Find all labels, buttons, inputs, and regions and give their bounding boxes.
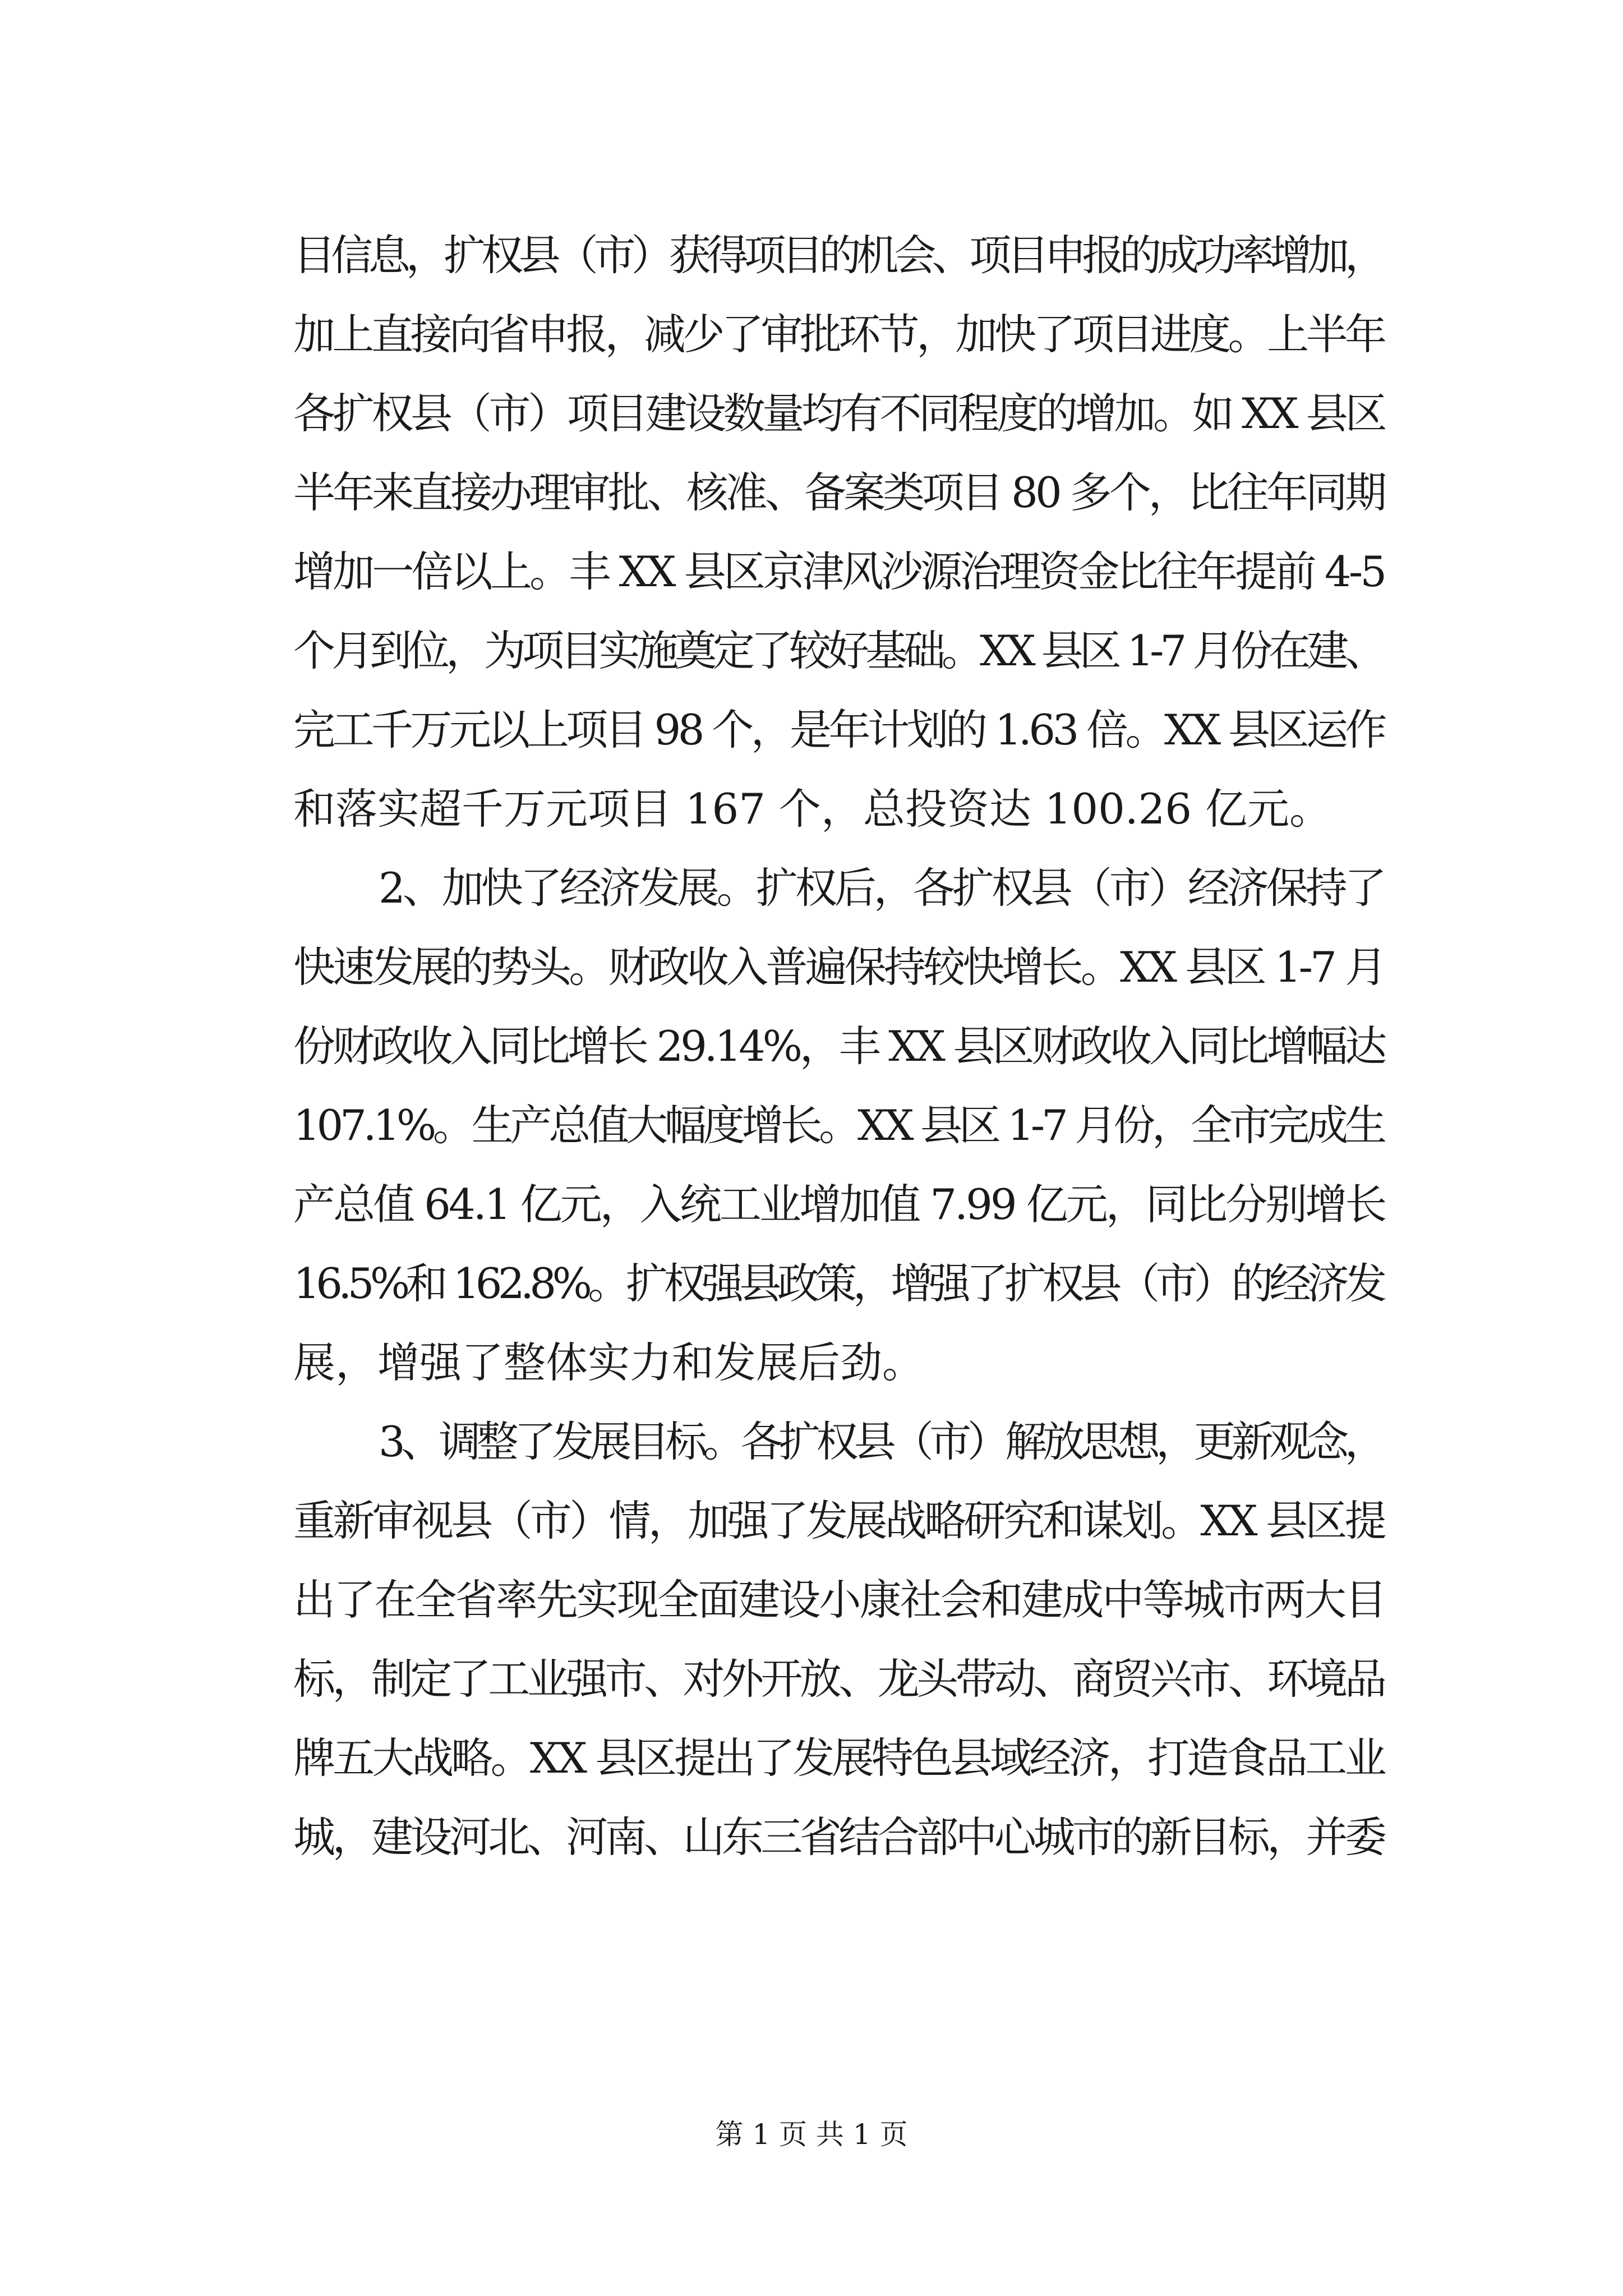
- text-line: 目信息，扩权县（市）获得项目的机会、项目申报的成功率增加，: [293, 231, 1382, 280]
- text-line: 2、加快了经济发展。扩权后，各扩权县（市）经济保持了: [379, 863, 1384, 913]
- text-line: 份财政收入同比增长 29.14%，丰 XX 县区财政收入同比增幅达: [293, 1022, 1385, 1071]
- page-footer: 第 1 页 共 1 页: [715, 2118, 908, 2151]
- text-line: 各扩权县（市）项目建设数量均有不同程度的增加。如 XX 县区: [293, 389, 1385, 438]
- text-line: 重新审视县（市）情，加强了发展战略研究和谋划。XX 县区提: [293, 1496, 1384, 1545]
- text-line: 3、调整了发展目标。各扩权县（市）解放思想，更新观念，: [379, 1417, 1383, 1466]
- text-line: 增加一倍以上。丰 XX 县区京津风沙源治理资金比往年提前 4-5: [293, 547, 1385, 596]
- text-line: 快速发展的势头。财政收入普遍保持较快增长。XX 县区 1-7 月: [293, 942, 1385, 992]
- text-line: 16.5%和 162.8%。扩权强县政策，增强了扩权县（市）的经济发: [293, 1259, 1383, 1308]
- text-line: 标，制定了工业强市、对外开放、龙头带动、商贸兴市、环境品: [293, 1654, 1384, 1704]
- text-line: 加上直接向省申报，减少了审批环节，加快了项目进度。上半年: [293, 310, 1384, 359]
- text-line: 产总值 64.1 亿元，入统工业增加值 7.99 亿元，同比分别增长: [293, 1180, 1385, 1229]
- text-line: 完工千万元以上项目 98 个，是年计划的 1.63 倍。XX 县区运作: [293, 705, 1384, 754]
- text-line: 和落实超千万元项目 167 个，总投资达 100.26 亿元。: [293, 784, 1331, 834]
- text-line: 半年来直接办理审批、核准、备案类项目 80 多个，比往年同期: [293, 468, 1385, 517]
- text-line: 展，增强了整体实力和发展后劲。: [293, 1338, 925, 1387]
- text-line: 牌五大战略。XX 县区提出了发展特色县域经济，打造食品工业: [293, 1733, 1384, 1783]
- text-line: 出了在全省率先实现全面建设小康社会和建成中等城市两大目: [293, 1575, 1386, 1625]
- body-text: [293, 216, 1387, 1877]
- text-line: 城，建设河北、河南、山东三省结合部中心城市的新目标，并委: [293, 1812, 1384, 1862]
- text-line: 107.1%。生产总值大幅度增长。XX 县区 1-7 月份，全市完成生: [293, 1101, 1384, 1150]
- text-line: 个月到位，为项目实施奠定了较好基础。XX 县区 1-7 月份在建、: [293, 626, 1384, 675]
